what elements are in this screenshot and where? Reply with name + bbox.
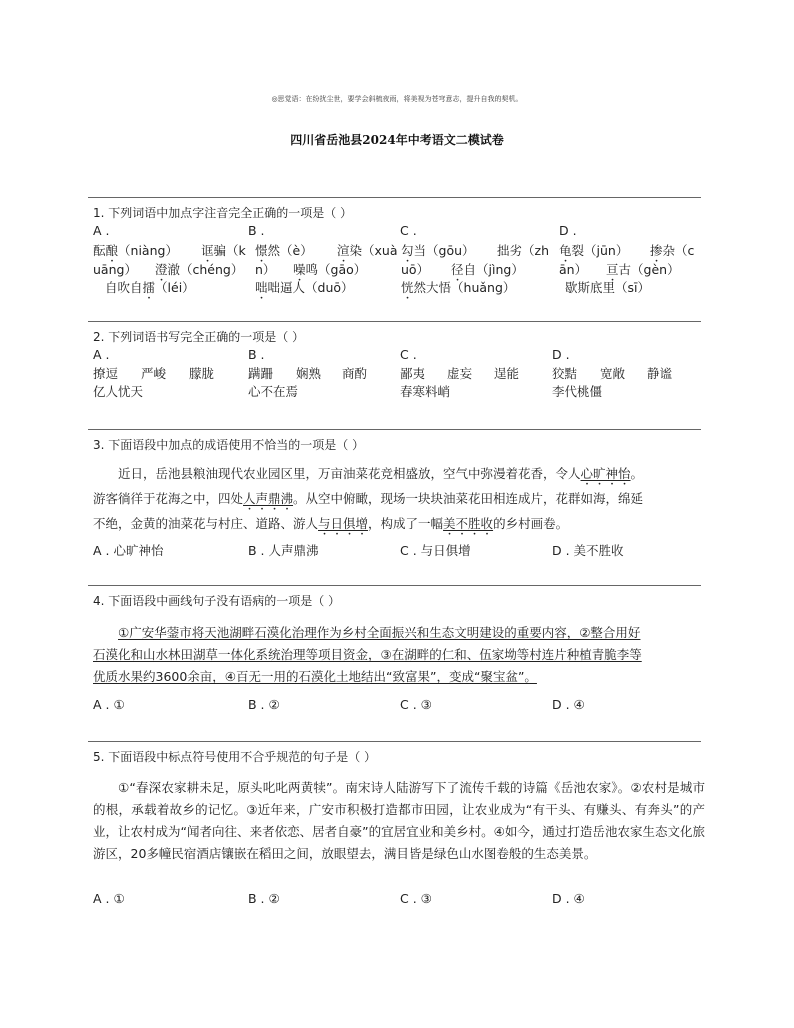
q1-a-cont: uāng） — [93, 262, 137, 277]
q5-option-a[interactable]: A . ① — [93, 891, 125, 906]
q2-c-2: 虚妄 — [447, 366, 473, 381]
q1-c-word-2b: 劣（zh — [509, 243, 549, 258]
q1-row-1 — [93, 241, 705, 261]
q1-a-dot-2: 诓 — [201, 243, 214, 258]
q2-a-4: 亿人忧天 — [93, 384, 144, 399]
q4-line-1: ①广安华蓥市将天池湖畔石漠化治理作为乡村全面振兴和生态文明建设的重要内容，②整合用好 — [118, 625, 641, 640]
q1-a-word-1: 酝 — [93, 243, 106, 258]
q4-line-2: 石漠化和山水林田湖草一体化系统治理等项目资金，③在湖畔的仁和、伍家坳等村连片种植青脆李等 — [93, 647, 642, 662]
q3-option-d[interactable]: D . 美不胜收 — [552, 543, 624, 558]
q3-p2-end: 。从空中俯瞰，现场一块块油菜花田相连成片，花群如海，绵延 — [293, 491, 644, 506]
q1-label-b: B . — [248, 223, 265, 238]
q2-label-b: B . — [248, 347, 265, 362]
q3-p1: 近日，岳池县粮油现代农业园区里，万亩油菜花竞相盛放，空气中弥漫着花香，令人 — [118, 466, 581, 481]
q2-d-1: 狡黠 — [552, 366, 578, 381]
q1-c-dot-4: 恍 — [401, 280, 414, 295]
q5-passage — [93, 777, 705, 865]
q2-c-3: 逞能 — [494, 366, 520, 381]
q4-option-b[interactable]: B . ② — [248, 697, 280, 712]
q3-idiom-1: 心旷神怡 — [580, 466, 631, 481]
q1-b-word-1: 然（è） — [267, 243, 313, 258]
q4-option-c[interactable]: C . ③ — [400, 697, 432, 712]
q1-a-dot-3: 澄 — [155, 262, 168, 277]
q3-options — [93, 541, 705, 559]
q3-p1-end: 。 — [630, 466, 644, 481]
q3-idiom-3: 与日俱增 — [318, 516, 369, 531]
q5-stem: 5. 下面语段中标点符号使用不合乎规范的句子是（ ） — [93, 750, 377, 764]
q1-a-dot-1: 酿 — [105, 243, 119, 258]
q2-a-3: 朦胧 — [189, 366, 215, 381]
q3-passage — [93, 463, 705, 538]
q1-b-word-2: 染（xuà — [349, 243, 398, 258]
q2-b-3: 商酌 — [342, 366, 368, 381]
q4-passage — [93, 622, 705, 688]
divider — [88, 321, 701, 322]
q1-b-dot-4: 咄 — [255, 280, 268, 295]
q5-option-c[interactable]: C . ③ — [400, 891, 432, 906]
q2-c-1: 鄙夷 — [400, 366, 426, 381]
q1-a-word-3: 澈（chéng） — [167, 262, 244, 277]
divider — [88, 585, 701, 586]
q1-stem: 1. 下列词语中加点字注音完全正确的一项是（ ） — [93, 206, 353, 220]
q1-b-dot-1: 憬 — [255, 243, 268, 258]
q2-label-a: A . — [93, 347, 110, 362]
q1-row-2 — [93, 260, 705, 280]
q1-c-dot-1: 勾 — [401, 243, 414, 258]
q1-label-a: A . — [93, 223, 110, 238]
q3-idiom-2: 人声鼎沸 — [243, 491, 294, 506]
q1-c-word-1: 当（gōu） — [413, 243, 475, 258]
q4-options — [93, 697, 705, 715]
q2-label-c: C . — [400, 347, 417, 362]
q5-options — [93, 891, 705, 909]
q1-c-word-2a: 拙 — [497, 243, 510, 258]
q1-d-dot-3: 亘 — [606, 262, 619, 277]
q1-b-word-4: 咄逼人（duō） — [267, 280, 354, 295]
q1-c-word-3: 自（jìng） — [463, 262, 524, 277]
q2-c-4: 春寒料峭 — [400, 384, 451, 399]
q3-option-a[interactable]: A . 心旷神怡 — [93, 543, 164, 558]
q2-d-3: 静谧 — [647, 366, 673, 381]
q2-d-4: 李代桃僵 — [552, 384, 603, 399]
q1-label-c: C . — [400, 223, 417, 238]
q3-p2: 游客徜徉于花海之中，四处 — [93, 491, 244, 506]
q1-a-dot-4: 擂 — [142, 280, 156, 295]
q2-labels — [93, 347, 705, 365]
divider — [88, 741, 701, 742]
q1-c-cont: uō） — [401, 262, 430, 277]
q1-d-dot-1: 龟 — [559, 243, 572, 258]
q1-b-dot-2: 渲 — [337, 243, 350, 258]
q3-option-c[interactable]: C . 与日俱增 — [400, 543, 471, 558]
q2-a-1: 撩逗 — [93, 366, 119, 381]
page-title: 四川省岳池县2024年中考语文二模试卷 — [290, 133, 504, 147]
q3-p3-end: 的乡村画卷。 — [493, 516, 569, 531]
q1-row-3 — [93, 278, 705, 298]
q5-option-d[interactable]: D . ④ — [552, 891, 585, 906]
q1-a-word-4: 自吹自 — [105, 280, 143, 295]
q4-option-d[interactable]: D . ④ — [552, 697, 585, 712]
divider — [88, 197, 701, 198]
q2-label-d: D . — [552, 347, 570, 362]
q1-b-dot-3: 噪 — [293, 262, 306, 277]
q4-option-a[interactable]: A . ① — [93, 697, 125, 712]
q3-p3-mid: ，构成了一幅 — [368, 516, 444, 531]
q1-d-word-3: 古（gèn） — [618, 262, 680, 277]
q3-stem: 3. 下面语段中加点的成语使用不恰当的一项是（ ） — [93, 438, 365, 452]
q1-a-pinyin-2: （k — [226, 243, 246, 258]
header-note: ◎思觉语：在纷扰尘世，要学会斜梳夜雨，将美视为苍穹意志，提升自我的契机。 — [271, 95, 523, 103]
divider — [88, 429, 701, 430]
q1-d-word-2: 杂（c — [662, 243, 695, 258]
q5-option-b[interactable]: B . ② — [248, 891, 280, 906]
q4-stem: 4. 下面语段中画线句子没有语病的一项是（ ） — [93, 594, 341, 608]
q2-a-2: 严峻 — [141, 366, 167, 381]
q1-a-pinyin-4: （léi） — [155, 280, 195, 295]
q1-labels — [93, 223, 705, 241]
q1-c-word-4: 然大悟（huǎng） — [413, 280, 516, 295]
q2-b-4: 心不在焉 — [248, 384, 299, 399]
q3-option-b[interactable]: B . 人声鼎沸 — [248, 543, 319, 558]
q1-b-word-3: 鸣（gāo） — [305, 262, 367, 277]
q5-paragraph: ①“春深农家耕未足，原头叱叱两黄犊”。南宋诗人陆游写下了流传千载的诗篇《岳池农家》。②农村是城市的根，承载着故乡的记忆。③近年来，广安市积极打造都市田园，让农业成为“有干头、有赚头、有奔头”的产业，让农村成为“闻者向往、来者依恋、居者自豪”的宜居宜业和美乡村。④如今，通过打造岳池农家生态文化旅游区，20多幢民宿酒店镶嵌在稻田之间，放眼望去，满目皆是绿色山水图卷般的生态美景。 — [93, 780, 705, 861]
q3-p3: 不绝，金黄的油菜花与村庄、道路、游人 — [93, 516, 319, 531]
q1-d-dot-2: 掺 — [650, 243, 663, 258]
q1-a-word-2: 骗 — [213, 243, 227, 258]
q2-row-1 — [93, 364, 705, 384]
q1-c-dot-3: 径 — [451, 262, 464, 277]
q2-d-2: 宽敞 — [600, 366, 626, 381]
q1-d-word-4: 歇斯底里（sī） — [565, 280, 650, 295]
q1-d-cont: ān） — [559, 262, 588, 277]
q3-idiom-4: 美不胜收 — [443, 516, 494, 531]
q2-b-1: 蹒跚 — [248, 366, 274, 381]
q2-stem: 2. 下列词语书写完全正确的一项是（ ） — [93, 330, 305, 344]
q2-row-2 — [93, 382, 705, 402]
q4-line-3: 优质水果约3600余亩，④百无一用的石漠化土地结出“致富果”，变成“聚宝盆”。 — [93, 669, 537, 684]
q1-label-d: D . — [559, 223, 577, 238]
q1-b-cont: n） — [255, 262, 276, 277]
q1-a-pinyin-1: （niàng） — [118, 243, 178, 258]
q2-b-2: 娴熟 — [296, 366, 322, 381]
q1-d-word-1: 裂（jūn） — [571, 243, 629, 258]
